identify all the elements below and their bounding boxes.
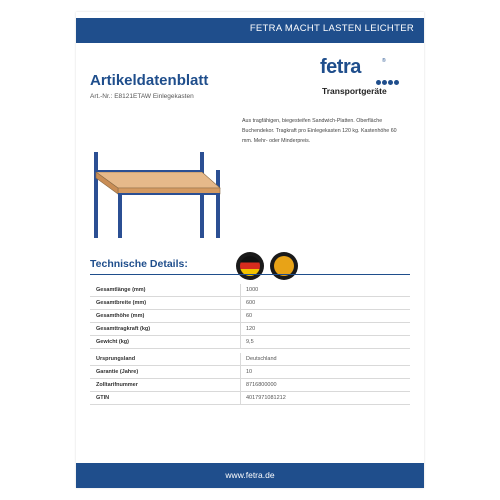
table-row bbox=[90, 392, 410, 405]
row-value: 9,5 bbox=[246, 339, 254, 345]
row-value: 120 bbox=[246, 326, 256, 332]
article-number: Art.-Nr.: E8121ETAW Einlegekasten bbox=[90, 93, 194, 100]
frame-post-left-back bbox=[94, 152, 98, 238]
header-tagline: FETRA MACHT LASTEN LEICHTER bbox=[249, 23, 414, 34]
product-image bbox=[88, 148, 228, 240]
frame-post-right-front bbox=[216, 170, 220, 238]
fetra-logo bbox=[320, 56, 410, 102]
frame-rail-back bbox=[94, 170, 204, 172]
made-in-germany-badge-icon bbox=[236, 252, 264, 280]
row-label: Gesamthöhe (mm) bbox=[96, 313, 145, 319]
table-row bbox=[90, 336, 410, 349]
tech-details-divider bbox=[90, 274, 410, 275]
row-value: 1000 bbox=[246, 287, 259, 293]
row-label: Ursprungsland bbox=[96, 356, 136, 362]
row-value: 4017971081212 bbox=[246, 395, 286, 401]
document-title: Artikeldatenblatt bbox=[90, 72, 209, 89]
logo-subtitle: Transportgeräte bbox=[322, 86, 387, 96]
table-row bbox=[90, 366, 410, 379]
row-label: Garantie (Jahre) bbox=[96, 369, 139, 375]
table-row bbox=[90, 379, 410, 392]
row-label: Zolltarifnummer bbox=[96, 382, 138, 388]
footer-band bbox=[76, 463, 424, 488]
table-row bbox=[90, 323, 410, 336]
row-value: 8716800000 bbox=[246, 382, 277, 388]
table-row bbox=[90, 297, 410, 310]
table-row bbox=[90, 284, 410, 297]
table-row bbox=[90, 310, 410, 323]
logo-registered-mark: ® bbox=[382, 58, 386, 64]
product-description: Aus tragfähigen, biegesteifen Sandwich-Platten. Oberfläche Buchendekor. Tragkraft pro Einlegekasten 120 kg. Kastenhöhe 60 mm. Mehr- oder Minderpreis. bbox=[242, 118, 397, 144]
footer-website-link[interactable]: www.fetra.de bbox=[225, 470, 275, 480]
tech-details-heading: Technische Details: bbox=[90, 258, 188, 270]
row-value: Deutschland bbox=[246, 356, 277, 362]
row-label: Gesamtbreite (mm) bbox=[96, 300, 147, 306]
logo-wordmark: fetra bbox=[320, 56, 361, 78]
datasheet-page bbox=[76, 12, 424, 488]
row-label: Gewicht (kg) bbox=[96, 339, 130, 345]
header-band bbox=[76, 18, 424, 43]
row-value: 600 bbox=[246, 300, 256, 306]
quality-badges bbox=[236, 252, 300, 282]
tech-details-table bbox=[90, 284, 410, 405]
table-row bbox=[90, 353, 410, 366]
warranty-badge-icon bbox=[270, 252, 298, 280]
row-label: Gesamtlänge (mm) bbox=[96, 287, 146, 293]
row-label: GTIN bbox=[96, 395, 110, 401]
row-value: 10 bbox=[246, 369, 253, 375]
row-value: 60 bbox=[246, 313, 253, 319]
frame-rail-front bbox=[118, 193, 220, 195]
row-label: Gesamttragkraft (kg) bbox=[96, 326, 151, 332]
